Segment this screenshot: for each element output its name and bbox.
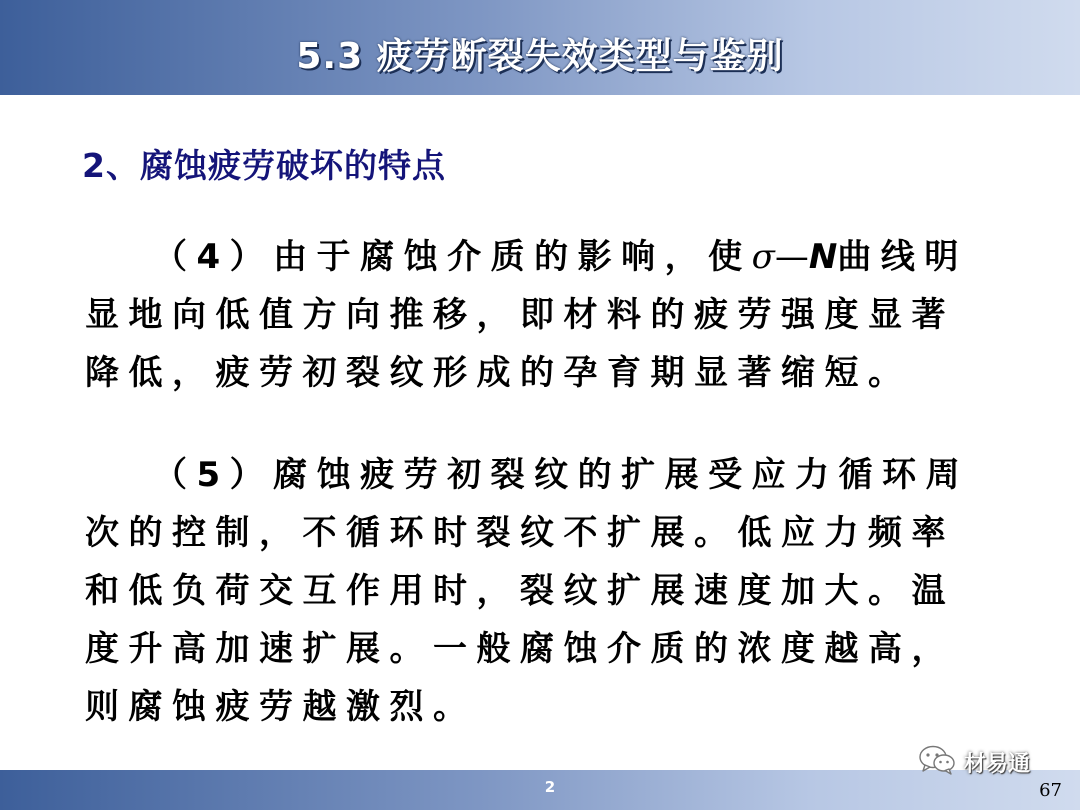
paragraph-4-prefix: （4）由于腐蚀介质的影响，使 (153, 237, 752, 277)
footer-center-label: 2 (544, 778, 556, 796)
n-symbol: N (808, 237, 838, 277)
paragraph-4 (85, 228, 995, 402)
watermark (918, 744, 1030, 780)
page-number: 67 (1039, 780, 1062, 801)
paragraph-4-suffix: 曲线明显地向低值方向推移，即材料的疲劳强度显著降低，疲劳初裂纹形成的孕育期显著缩短。 (85, 237, 968, 393)
sigma-symbol: σ (751, 237, 775, 277)
section-heading: 2、腐蚀疲劳破坏的特点 (82, 146, 446, 185)
paragraph-5: （5）腐蚀疲劳初裂纹的扩展受应力循环周次的控制，不循环时裂纹不扩展。低应力频率和低负荷交互作用时，裂纹扩展速度加大。温度升高加速扩展。一般腐蚀介质的浓度越高，则腐蚀疲劳越激烈。 (85, 455, 970, 727)
slide-title: 5.3 疲劳断裂失效类型与鉴别 (296, 36, 784, 77)
em-dash: — (774, 237, 809, 277)
watermark-text: 材易通 (964, 751, 1031, 777)
wechat-icon (918, 744, 956, 780)
